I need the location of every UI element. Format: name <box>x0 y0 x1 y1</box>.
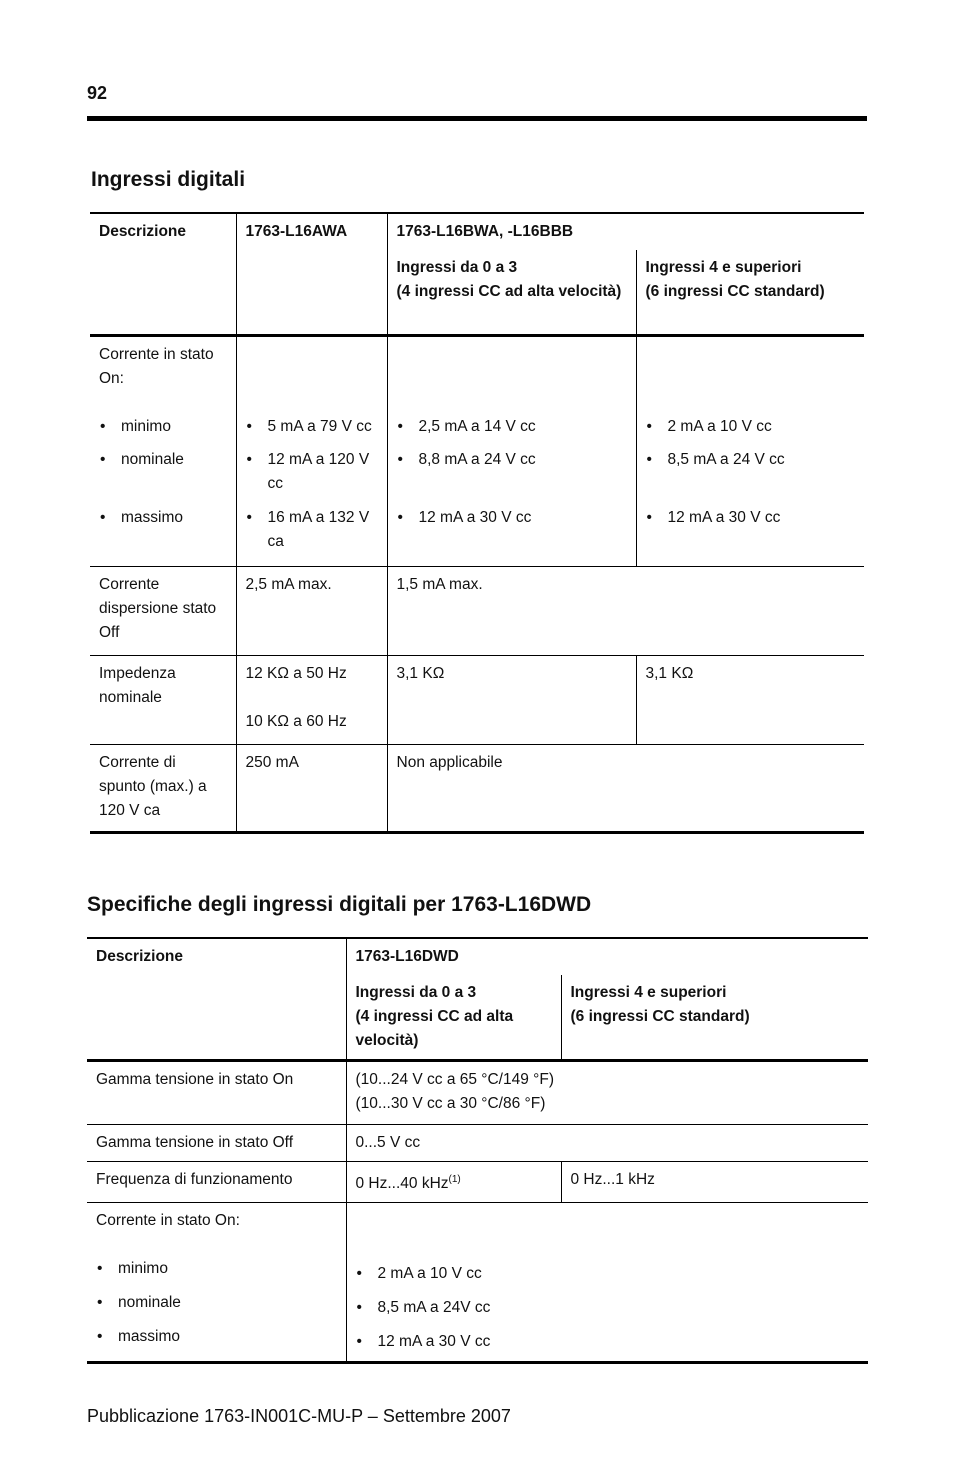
table-row <box>90 745 864 833</box>
header-inputs-4-up: Ingressi 4 e superiori (6 ingressi CC standard) <box>636 250 864 336</box>
row-label-on-current: Corrente in stato On: <box>99 346 214 387</box>
table-row <box>87 1061 868 1125</box>
row-label-frequency: Frequenza di funzionamento <box>87 1162 346 1203</box>
list-item: • 2 mA a 10 V cc <box>356 1262 860 1296</box>
list-item: • 2,5 mA a 14 V cc <box>397 415 627 448</box>
table-row <box>90 567 864 656</box>
cell-value: 3,1 KΩ <box>387 656 636 745</box>
l16dwd-inputs-table <box>87 937 868 1364</box>
digital-inputs-table <box>90 212 864 834</box>
list-item: • 8,5 mA a 24 V cc <box>646 448 856 506</box>
header-description: Descrizione <box>90 213 236 336</box>
publication-footer: Pubblicazione 1763-IN001C-MU-P – Settembre 2007 <box>87 1406 511 1426</box>
cell-value: Non applicabile <box>387 745 864 833</box>
cell-value: 12 KΩ a 50 Hz <box>245 665 347 682</box>
header-rule <box>87 116 867 121</box>
row-label-on-current: Corrente in stato On: <box>96 1212 240 1229</box>
list-item: • massimo <box>96 1325 337 1349</box>
row-label-on-voltage: Gamma tensione in stato On <box>96 1071 294 1088</box>
table-row <box>90 656 864 745</box>
table-row <box>87 1162 868 1203</box>
header-l16awa: 1763-L16AWA <box>236 213 387 336</box>
table-row <box>87 1203 868 1363</box>
cell-value: 1,5 mA max. <box>387 567 864 656</box>
list-item: • 16 mA a 132 V ca <box>246 506 378 554</box>
header-l16bwa: 1763-L16BWA, -L16BBB <box>387 213 864 250</box>
list-item: • 12 mA a 120 V cc <box>246 448 378 506</box>
footnote-ref: (1) <box>448 1173 461 1185</box>
header-inputs-0-3: Ingressi da 0 a 3 (4 ingressi CC ad alta velocità) <box>346 975 561 1061</box>
cell-value: 250 mA <box>236 745 387 833</box>
list-item: • 2 mA a 10 V cc <box>646 415 856 448</box>
list-item: • 12 mA a 30 V cc <box>397 506 627 530</box>
header-l16dwd: 1763-L16DWD <box>346 938 868 975</box>
cell-value: 10 KΩ a 60 Hz <box>245 713 347 730</box>
header-inputs-0-3: Ingressi da 0 a 3 (4 ingressi CC ad alta velocità) <box>387 250 636 336</box>
list-item: • 8,8 mA a 24 V cc <box>397 448 627 506</box>
list-item: • minimo <box>96 1257 337 1291</box>
row-label-off-voltage: Gamma tensione in stato Off <box>87 1125 346 1162</box>
cell-value: (10...30 V cc a 30 °C/86 °F) <box>355 1095 546 1112</box>
section-title-digital-inputs: Ingressi digitali <box>91 168 246 191</box>
list-item: • massimo <box>99 506 227 530</box>
row-label-impedance: Impedenza nominale <box>90 656 236 745</box>
header-description: Descrizione <box>87 938 346 1061</box>
table-row <box>87 1125 868 1162</box>
row-label-leak-current: Corrente dispersione stato Off <box>90 567 236 656</box>
cell-value: (10...24 V cc a 65 °C/149 °F) <box>355 1071 554 1088</box>
list-item: • nominale <box>96 1291 337 1325</box>
list-item: • minimo <box>99 415 227 448</box>
cell-value: 0...5 V cc <box>346 1125 868 1162</box>
header-inputs-4-up: Ingressi 4 e superiori (6 ingressi CC standard) <box>561 975 868 1061</box>
cell-value: 0 Hz...40 kHz <box>355 1175 449 1192</box>
cell-value: 2,5 mA max. <box>236 567 387 656</box>
table-row <box>90 336 864 567</box>
list-item: • 5 mA a 79 V cc <box>246 415 378 448</box>
cell-value: 3,1 KΩ <box>636 656 864 745</box>
section-title-l16dwd: Specifiche degli ingressi digitali per 1763-L16DWD <box>87 893 592 916</box>
list-item: • 12 mA a 30 V cc <box>356 1330 860 1354</box>
cell-value: 0 Hz...1 kHz <box>561 1162 868 1203</box>
list-item: • 8,5 mA a 24V cc <box>356 1296 860 1330</box>
list-item: • nominale <box>99 448 227 506</box>
page-number: 92 <box>87 83 108 103</box>
row-label-inrush: Corrente di spunto (max.) a 120 V ca <box>90 745 236 833</box>
list-item: • 12 mA a 30 V cc <box>646 506 856 530</box>
